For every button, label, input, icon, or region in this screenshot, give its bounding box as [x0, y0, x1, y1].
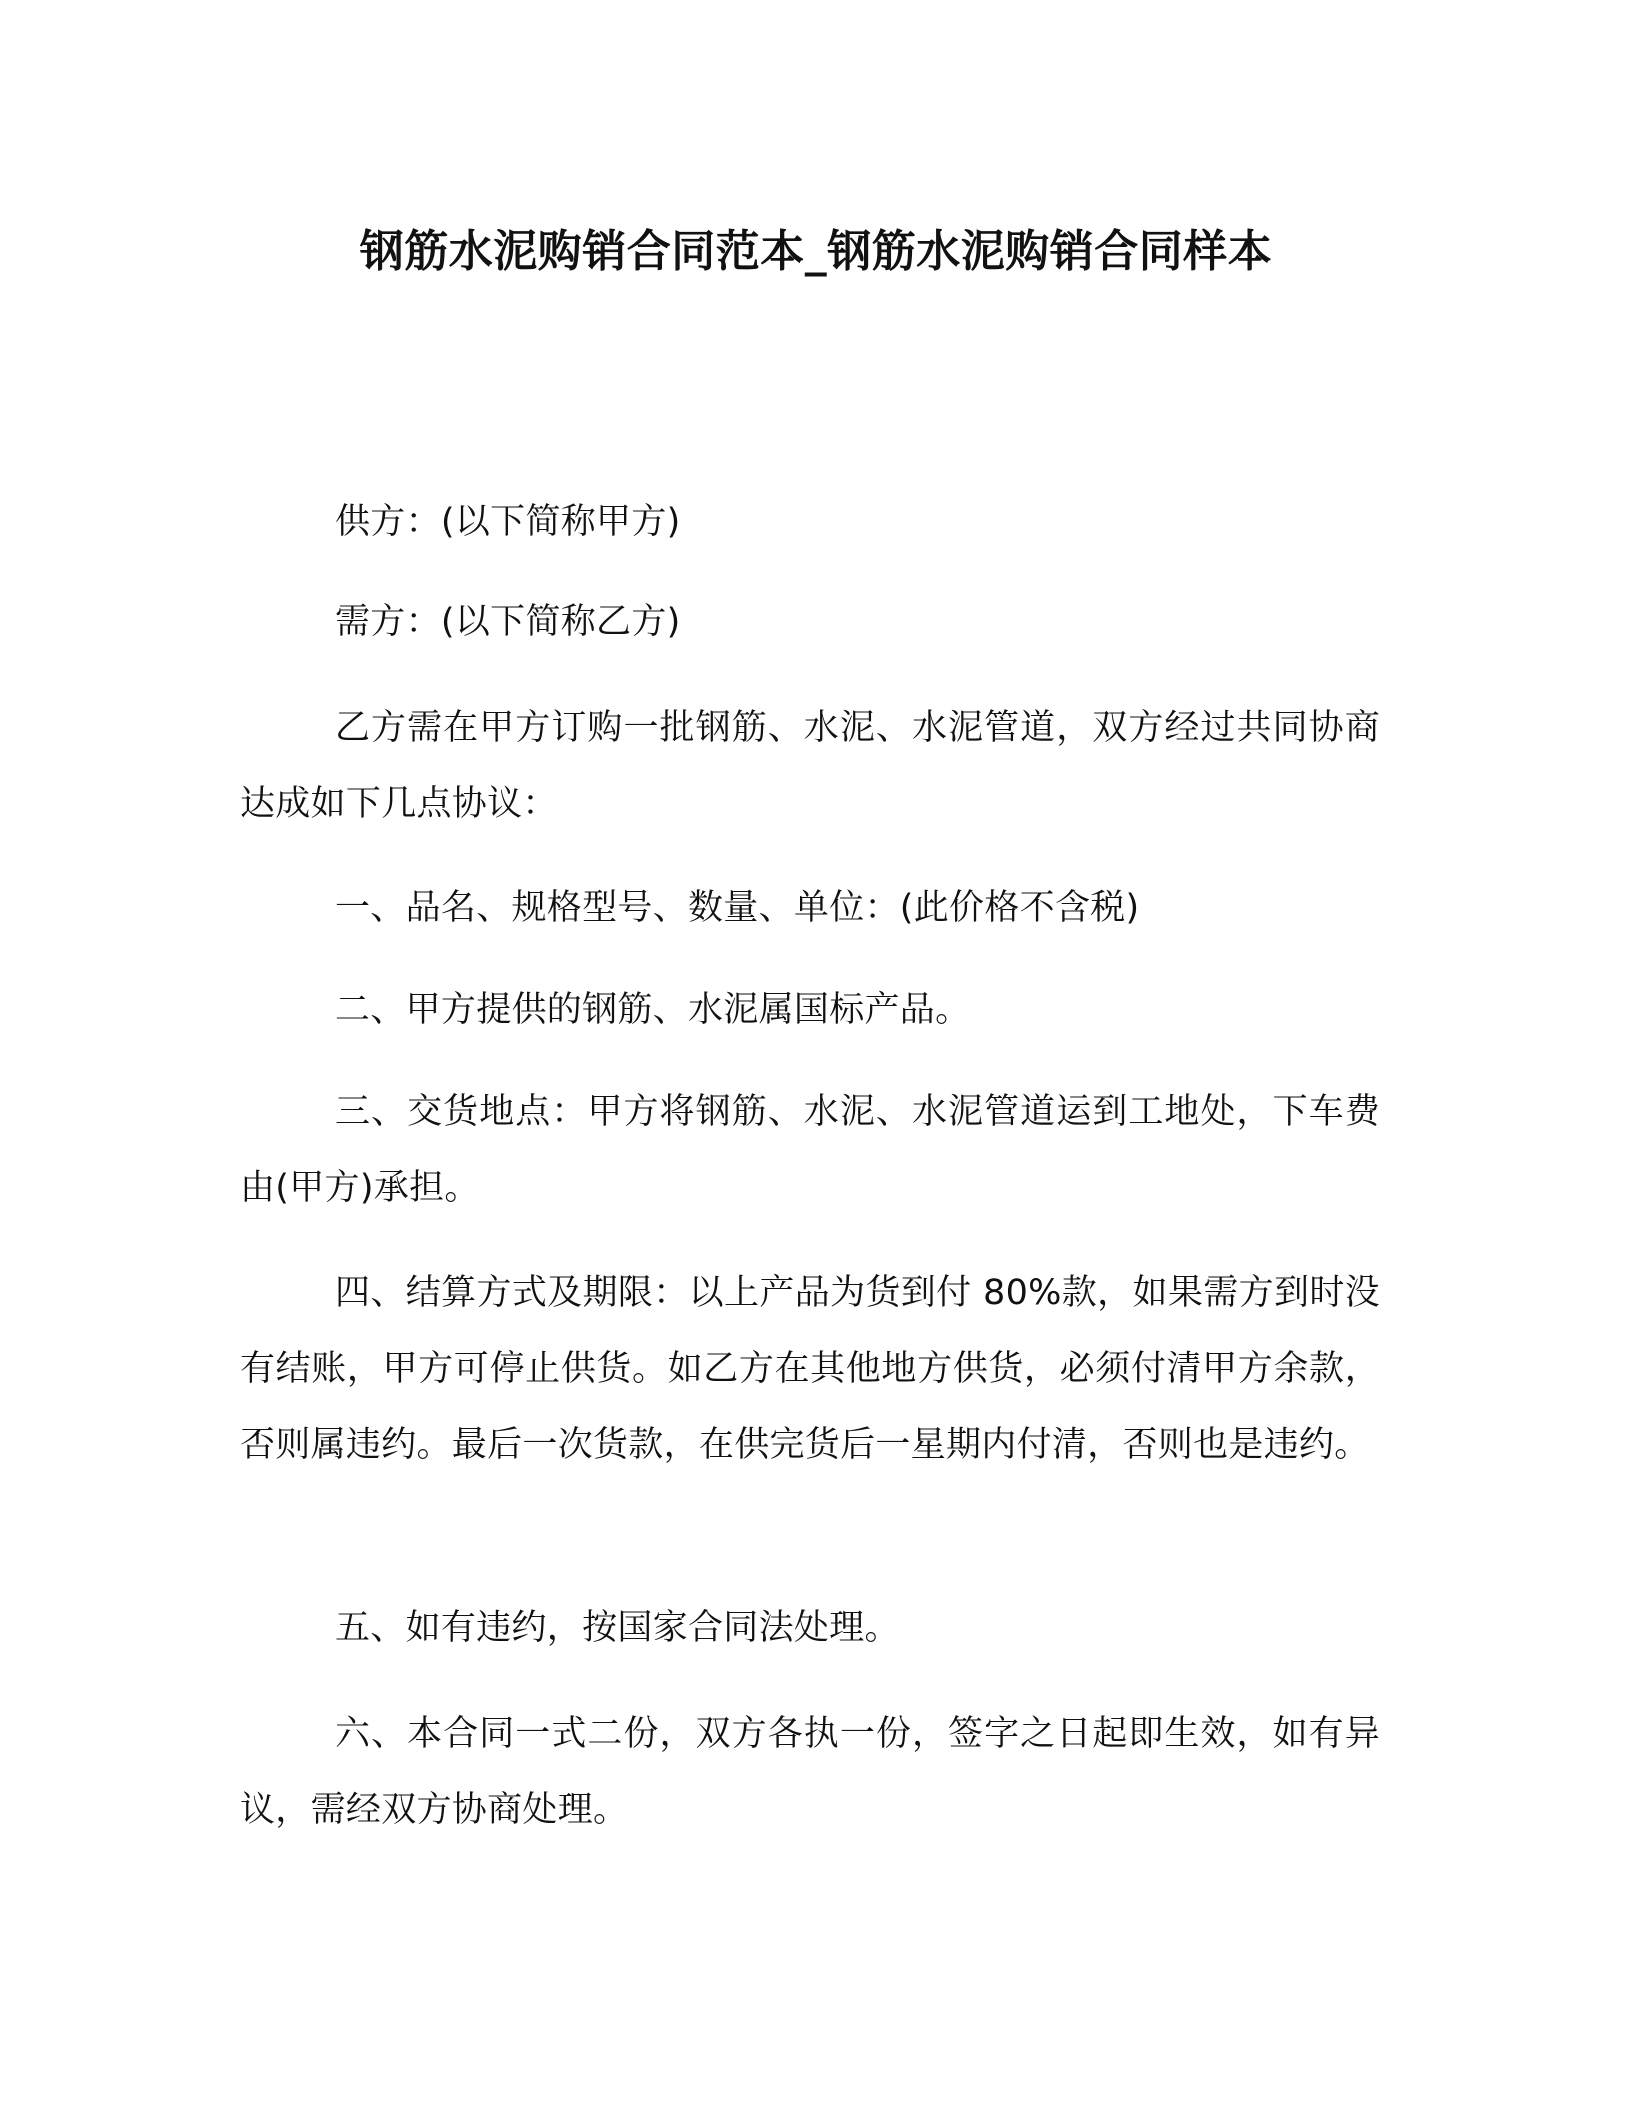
- clause-2: 二、甲方提供的钢筋、水泥属国标产品。: [335, 990, 971, 1030]
- buyer-line: 需方：(以下简称乙方): [335, 602, 681, 642]
- clause-1: 一、品名、规格型号、数量、单位：(此价格不含税): [335, 888, 1140, 928]
- clause-3: 三、交货地点：甲方将钢筋、水泥、水泥管道运到工地处，下车费由(甲方)承担。: [240, 1092, 1380, 1208]
- document-title: 钢筋水泥购销合同范本_钢筋水泥购销合同样本: [359, 226, 1273, 277]
- clause-5: 五、如有违约，按国家合同法处理。: [335, 1608, 900, 1648]
- clause-4: 四、结算方式及期限：以上产品为货到付 80%款，如果需方到时没有结账，甲方可停止供货。如乙方在其他地方供货，必须付清甲方余款，否则属违约。最后一次货款，在供完货后一星期内付清，否则也是违约。: [240, 1273, 1380, 1465]
- supplier-line: 供方：(以下简称甲方): [335, 502, 681, 542]
- intro-paragraph: 乙方需在甲方订购一批钢筋、水泥、水泥管道，双方经过共同协商达成如下几点协议：: [240, 708, 1380, 824]
- clause-6: 六、本合同一式二份，双方各执一份，签字之日起即生效，如有异议，需经双方协商处理。: [240, 1714, 1380, 1830]
